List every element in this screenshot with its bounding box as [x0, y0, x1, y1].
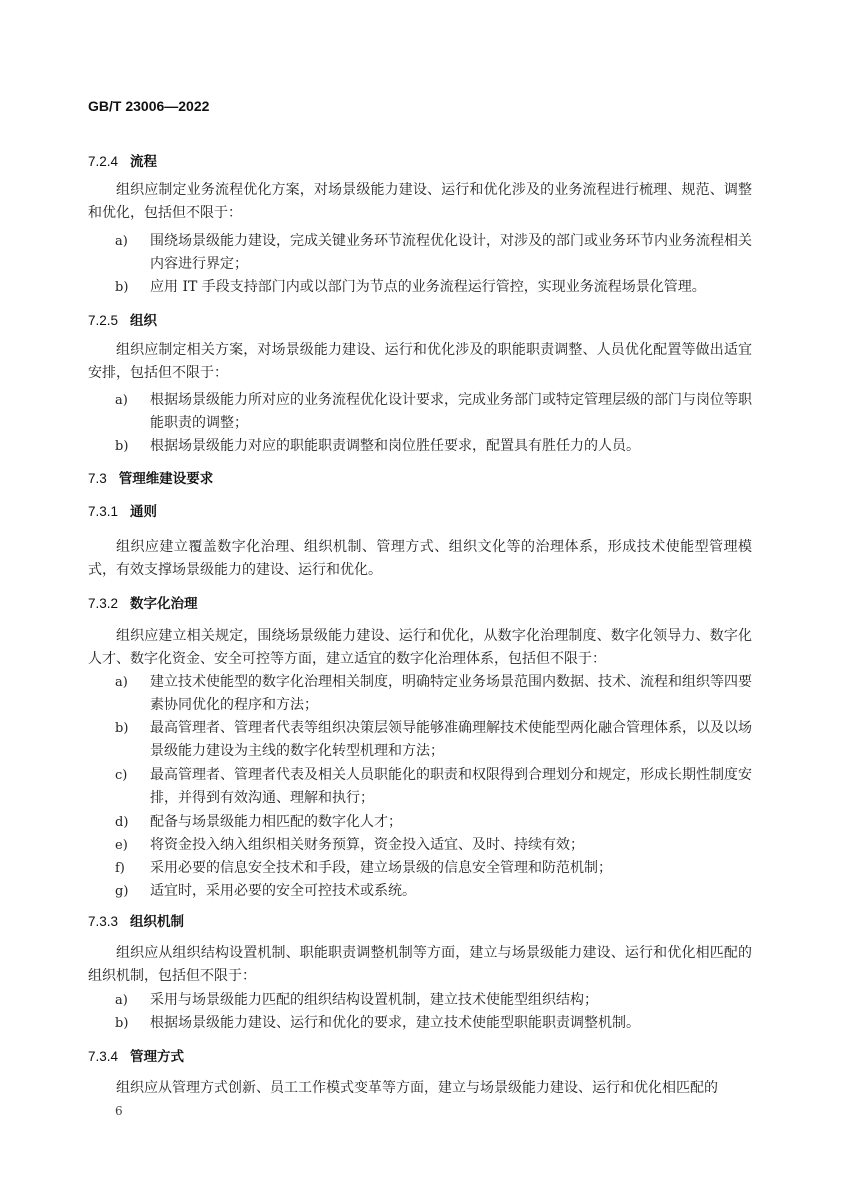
section-heading-7-2-4 — [88, 151, 157, 173]
list-item — [115, 989, 752, 1012]
list-item — [115, 671, 752, 717]
list-text: 采用与场景级能力匹配的组织结构设置机制，建立技术使能型组织结构； — [150, 992, 598, 1008]
list-item — [115, 764, 752, 810]
section-number: 7.2.4 — [88, 154, 119, 169]
paragraph: 组织应制定相关方案，对场景级能力建设、运行和优化涉及的职能职责调整、人员优化配置等做出适宜安排，包括但不限于： — [88, 342, 752, 381]
list-text: 根据场景级能力对应的职能职责调整和岗位胜任要求，配置具有胜任力的人员。 — [150, 438, 640, 454]
paragraph: 组织应制定业务流程优化方案，对场景级能力建设、运行和优化涉及的业务流程进行梳理、规范、调整和优化，包括但不限于： — [88, 182, 752, 221]
list-text: 围绕场景级能力建设，完成关键业务环节流程优化设计，对涉及的部门或业务环节内业务流程相关内容进行界定； — [150, 233, 752, 272]
section-number: 7.3.2 — [88, 596, 119, 611]
section-number: 7.3.3 — [88, 914, 119, 929]
document-header: GB/T 23006—2022 — [88, 98, 210, 114]
paragraph: 组织应从管理方式创新、员工工作模式变革等方面，建立与场景级能力建设、运行和优化相匹配的 — [116, 1080, 718, 1096]
section-title: 流程 — [130, 154, 158, 170]
list-text: 最高管理者、管理者代表等组织决策层领导能够准确理解技术使能型两化融合管理体系，以及以场景级能力建设为主线的数字化转型机理和方法； — [150, 720, 752, 759]
section-heading-7-2-5 — [88, 310, 157, 332]
list-label: b) — [115, 280, 129, 295]
section-title: 组织机制 — [130, 914, 185, 930]
list-item — [115, 857, 752, 880]
list-text: 根据场景级能力所对应的业务流程优化设计要求，完成业务部门或特定管理层级的部门与岗位等职能职责的调整； — [150, 392, 752, 431]
section-title: 通则 — [130, 504, 158, 520]
list-item — [115, 230, 752, 276]
list-label: c) — [115, 768, 128, 783]
section-heading-7-3 — [88, 468, 213, 490]
list-text: 根据场景级能力建设、运行和优化的要求，建立技术使能型职能职责调整机制。 — [150, 1015, 640, 1031]
section-heading-7-3-3 — [88, 911, 184, 933]
list-item — [115, 811, 752, 834]
section-number: 7.2.5 — [88, 313, 119, 328]
section-title: 管理维建设要求 — [118, 471, 214, 487]
list-text: 适宜时，采用必要的安全可控技术或系统。 — [150, 883, 416, 899]
list-label: g) — [115, 884, 129, 899]
list-label: f) — [115, 861, 125, 876]
list-label: b) — [115, 439, 129, 454]
list-text: 应用 IT 手段支持部门内或以部门为节点的业务流程运行管控，实现业务流程场景化管理。 — [150, 279, 706, 295]
list-item — [115, 389, 752, 435]
section-title: 管理方式 — [130, 1049, 185, 1065]
list-text: 配备与场景级能力相匹配的数字化人才； — [150, 814, 402, 830]
section-heading-7-3-2 — [88, 593, 198, 615]
list-item — [115, 717, 752, 763]
list-label: b) — [115, 1016, 129, 1031]
list-text: 采用必要的信息安全技术和手段，建立场景级的信息安全管理和防范机制； — [150, 860, 612, 876]
list-label: e) — [115, 838, 128, 853]
list-text: 最高管理者、管理者代表及相关人员职能化的职责和权限得到合理划分和规定，形成长期性制度安排，并得到有效沟通、理解和执行； — [150, 767, 752, 806]
section-number: 7.3.1 — [88, 504, 119, 519]
list-item — [115, 880, 752, 903]
section-number: 7.3 — [88, 471, 107, 486]
page-number: 6 — [115, 1104, 123, 1118]
list-label: d) — [115, 815, 129, 830]
list-label: a) — [115, 993, 128, 1008]
paragraph: 组织应建立覆盖数字化治理、组织机制、管理方式、组织文化等的治理体系，形成技术使能型管理模式，有效支撑场景级能力的建设、运行和优化。 — [88, 539, 752, 578]
paragraph: 组织应建立相关规定，围绕场景级能力建设、运行和优化，从数字化治理制度、数字化领导力、数字化人才、数字化资金、安全可控等方面，建立适宜的数字化治理体系，包括但不限于： — [88, 628, 752, 667]
list-label: a) — [115, 393, 128, 408]
section-number: 7.3.4 — [88, 1049, 119, 1064]
list-text: 将资金投入纳入组织相关财务预算，资金投入适宜、及时、持续有效； — [150, 837, 584, 853]
section-heading-7-3-4 — [88, 1046, 184, 1068]
list-item — [115, 435, 752, 458]
section-heading-7-3-1 — [88, 501, 157, 523]
paragraph: 组织应从组织结构设置机制、职能职责调整机制等方面，建立与场景级能力建设、运行和优化相匹配的组织机制，包括但不限于： — [88, 945, 752, 984]
section-title: 组织 — [130, 313, 158, 329]
list-text: 建立技术使能型的数字化治理相关制度，明确特定业务场景范围内数据、技术、流程和组织等四要素协同优化的程序和方法； — [150, 674, 752, 713]
list-label: b) — [115, 721, 129, 736]
list-label: a) — [115, 234, 128, 249]
list-label: a) — [115, 675, 128, 690]
section-title: 数字化治理 — [130, 596, 198, 612]
list-item — [115, 1012, 752, 1035]
list-item — [115, 276, 752, 299]
list-item — [115, 834, 752, 857]
